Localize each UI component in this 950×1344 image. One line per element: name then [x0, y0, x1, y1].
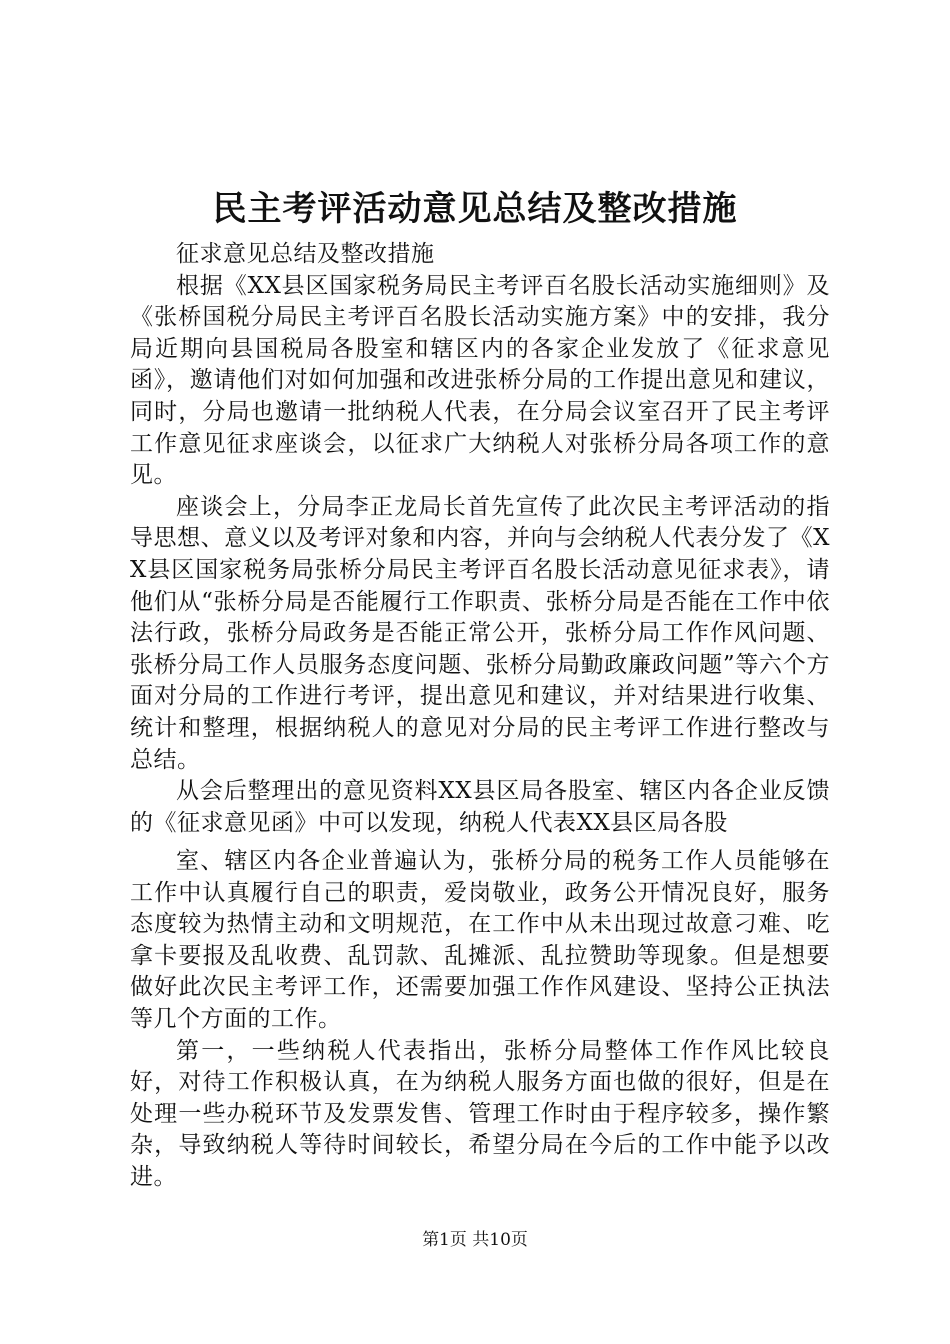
document-subtitle: 征求意见总结及整改措施: [176, 241, 435, 267]
paragraph-3: 从会后整理出的意见资料XX县区局各股室、辖区内各企业反馈的《征求意见函》中可以发现，纳税人代表XX县区局各股: [130, 778, 830, 836]
document-title: 民主考评活动意见总结及整改措施: [212, 189, 738, 229]
body-lower: [130, 846, 830, 1194]
paragraph-5: 第一，一些纳税人代表指出，张桥分局整体工作作风比较良好，对待工作积极认真，在为纳税人服务方面也做的很好，但是在处理一些办税环节及发票发售、管理工作时由于程序较多，操作繁杂，导致纳税人等待时间较长，希望分局在今后的工作中能予以改进。: [130, 1037, 830, 1190]
paragraph-4: 室、辖区内各企业普遍认为，张桥分局的税务工作人员能够在工作中认真履行自己的职责，爱岗敬业，政务公开情况良好，服务态度较为热情主动和文明规范，在工作中从未出现过故意刁难、吃拿卡要报及乱收费、乱罚款、乱摊派、乱拉赞助等现象。但是想要做好此次民主考评工作，还需要加强工作作风建设、坚持公正执法等几个方面的工作。: [130, 848, 830, 1032]
paragraph-2: 座谈会上，分局李正龙局长首先宣传了此次民主考评活动的指导思想、意义以及考评对象和内容，并向与会纳税人代表分发了《XX县区国家税务局张桥分局民主考评百名股长活动意见征求表》，请他们从“张桥分局是否能履行工作职责、张桥分局是否能在工作中依法行政，张桥分局政务是否能正常公开，张桥分局工作作风问题、张桥分局工作人员服务态度问题、张桥分局勤政廉政问题”等六个方面对分局的工作进行考评，提出意见和建议，并对结果进行收集、统计和整理，根据纳税人的意见对分局的民主考评工作进行整改与总结。: [130, 493, 830, 773]
page-footer: 第1页 共10页: [422, 1230, 528, 1250]
paragraph-1: 根据《XX县区国家税务局民主考评百名股长活动实施细则》及《张桥国税分局民主考评百名股长活动实施方案》中的安排，我分局近期向县国税局各股室和辖区内的各家企业发放了《征求意见函》，邀请他们对如何加强和改进张桥分局的工作提出意见和建议，同时，分局也邀请一批纳税人代表，在分局会议室召开了民主考评工作意见征求座谈会，以征求广大纳税人对张桥分局各项工作的意见。: [130, 272, 830, 489]
body-upper: [130, 239, 830, 839]
